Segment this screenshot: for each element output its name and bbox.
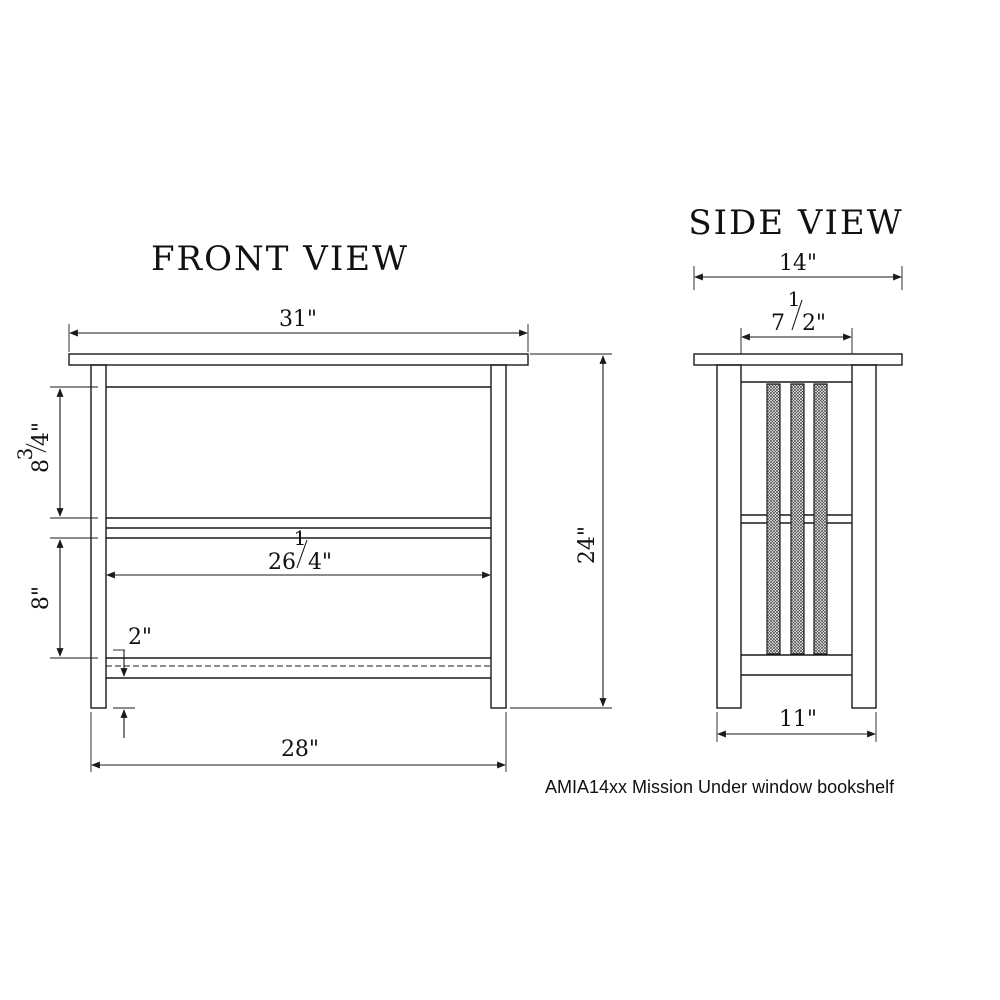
upper-gap-whole: 8 — [29, 459, 54, 473]
front-right-leg — [491, 365, 506, 708]
front-shelf-width-dimension — [107, 526, 490, 575]
side-slat-2 — [791, 384, 804, 654]
front-width-bottom-label: 28" — [280, 737, 320, 762]
front-width-top-dimension — [69, 307, 528, 352]
side-tabletop — [694, 354, 902, 365]
front-view — [13, 239, 612, 772]
front-upper-gap-dimension — [13, 389, 60, 516]
front-height-dimension — [510, 354, 612, 708]
side-back-leg — [852, 365, 876, 708]
upper-gap-frac-den: 4" — [29, 421, 54, 447]
inner-frac-num: 1 — [787, 287, 801, 311]
front-width-top-label: 31" — [278, 307, 318, 332]
front-width-bottom-dimension — [91, 712, 506, 772]
side-inner-dimension — [741, 287, 852, 354]
front-tabletop — [69, 354, 528, 365]
front-clearance-dimension — [113, 625, 152, 738]
front-view-title: FRONT VIEW — [150, 239, 410, 279]
side-depth-top-label: 14" — [778, 251, 818, 276]
inner-whole: 7 — [771, 311, 785, 336]
front-lower-gap-dimension — [29, 540, 60, 656]
side-depth-bottom-label: 11" — [778, 707, 818, 732]
lower-gap-label: 8" — [29, 585, 54, 611]
shelf-width-frac-den: 4" — [307, 550, 333, 575]
upper-gap-frac-num: 3 — [13, 447, 37, 461]
front-left-leg — [91, 365, 106, 708]
height-label: 24" — [575, 525, 600, 565]
side-front-leg — [717, 365, 741, 708]
shelf-width-frac-num: 1 — [293, 526, 307, 550]
side-depth-top-dimension — [694, 251, 902, 290]
product-caption: AMIA14xx Mission Under window bookshelf — [545, 777, 895, 797]
side-depth-bottom-dimension — [717, 707, 876, 742]
side-slat-1 — [767, 384, 780, 654]
side-view — [688, 203, 903, 742]
side-view-title: SIDE VIEW — [688, 203, 904, 243]
side-bottom-rail — [741, 655, 852, 675]
inner-frac-den: 2" — [801, 311, 827, 336]
shelf-width-whole: 26 — [268, 550, 296, 575]
clearance-label: 2" — [127, 625, 153, 650]
side-slat-3 — [814, 384, 827, 654]
front-bottom-shelf — [106, 658, 491, 678]
